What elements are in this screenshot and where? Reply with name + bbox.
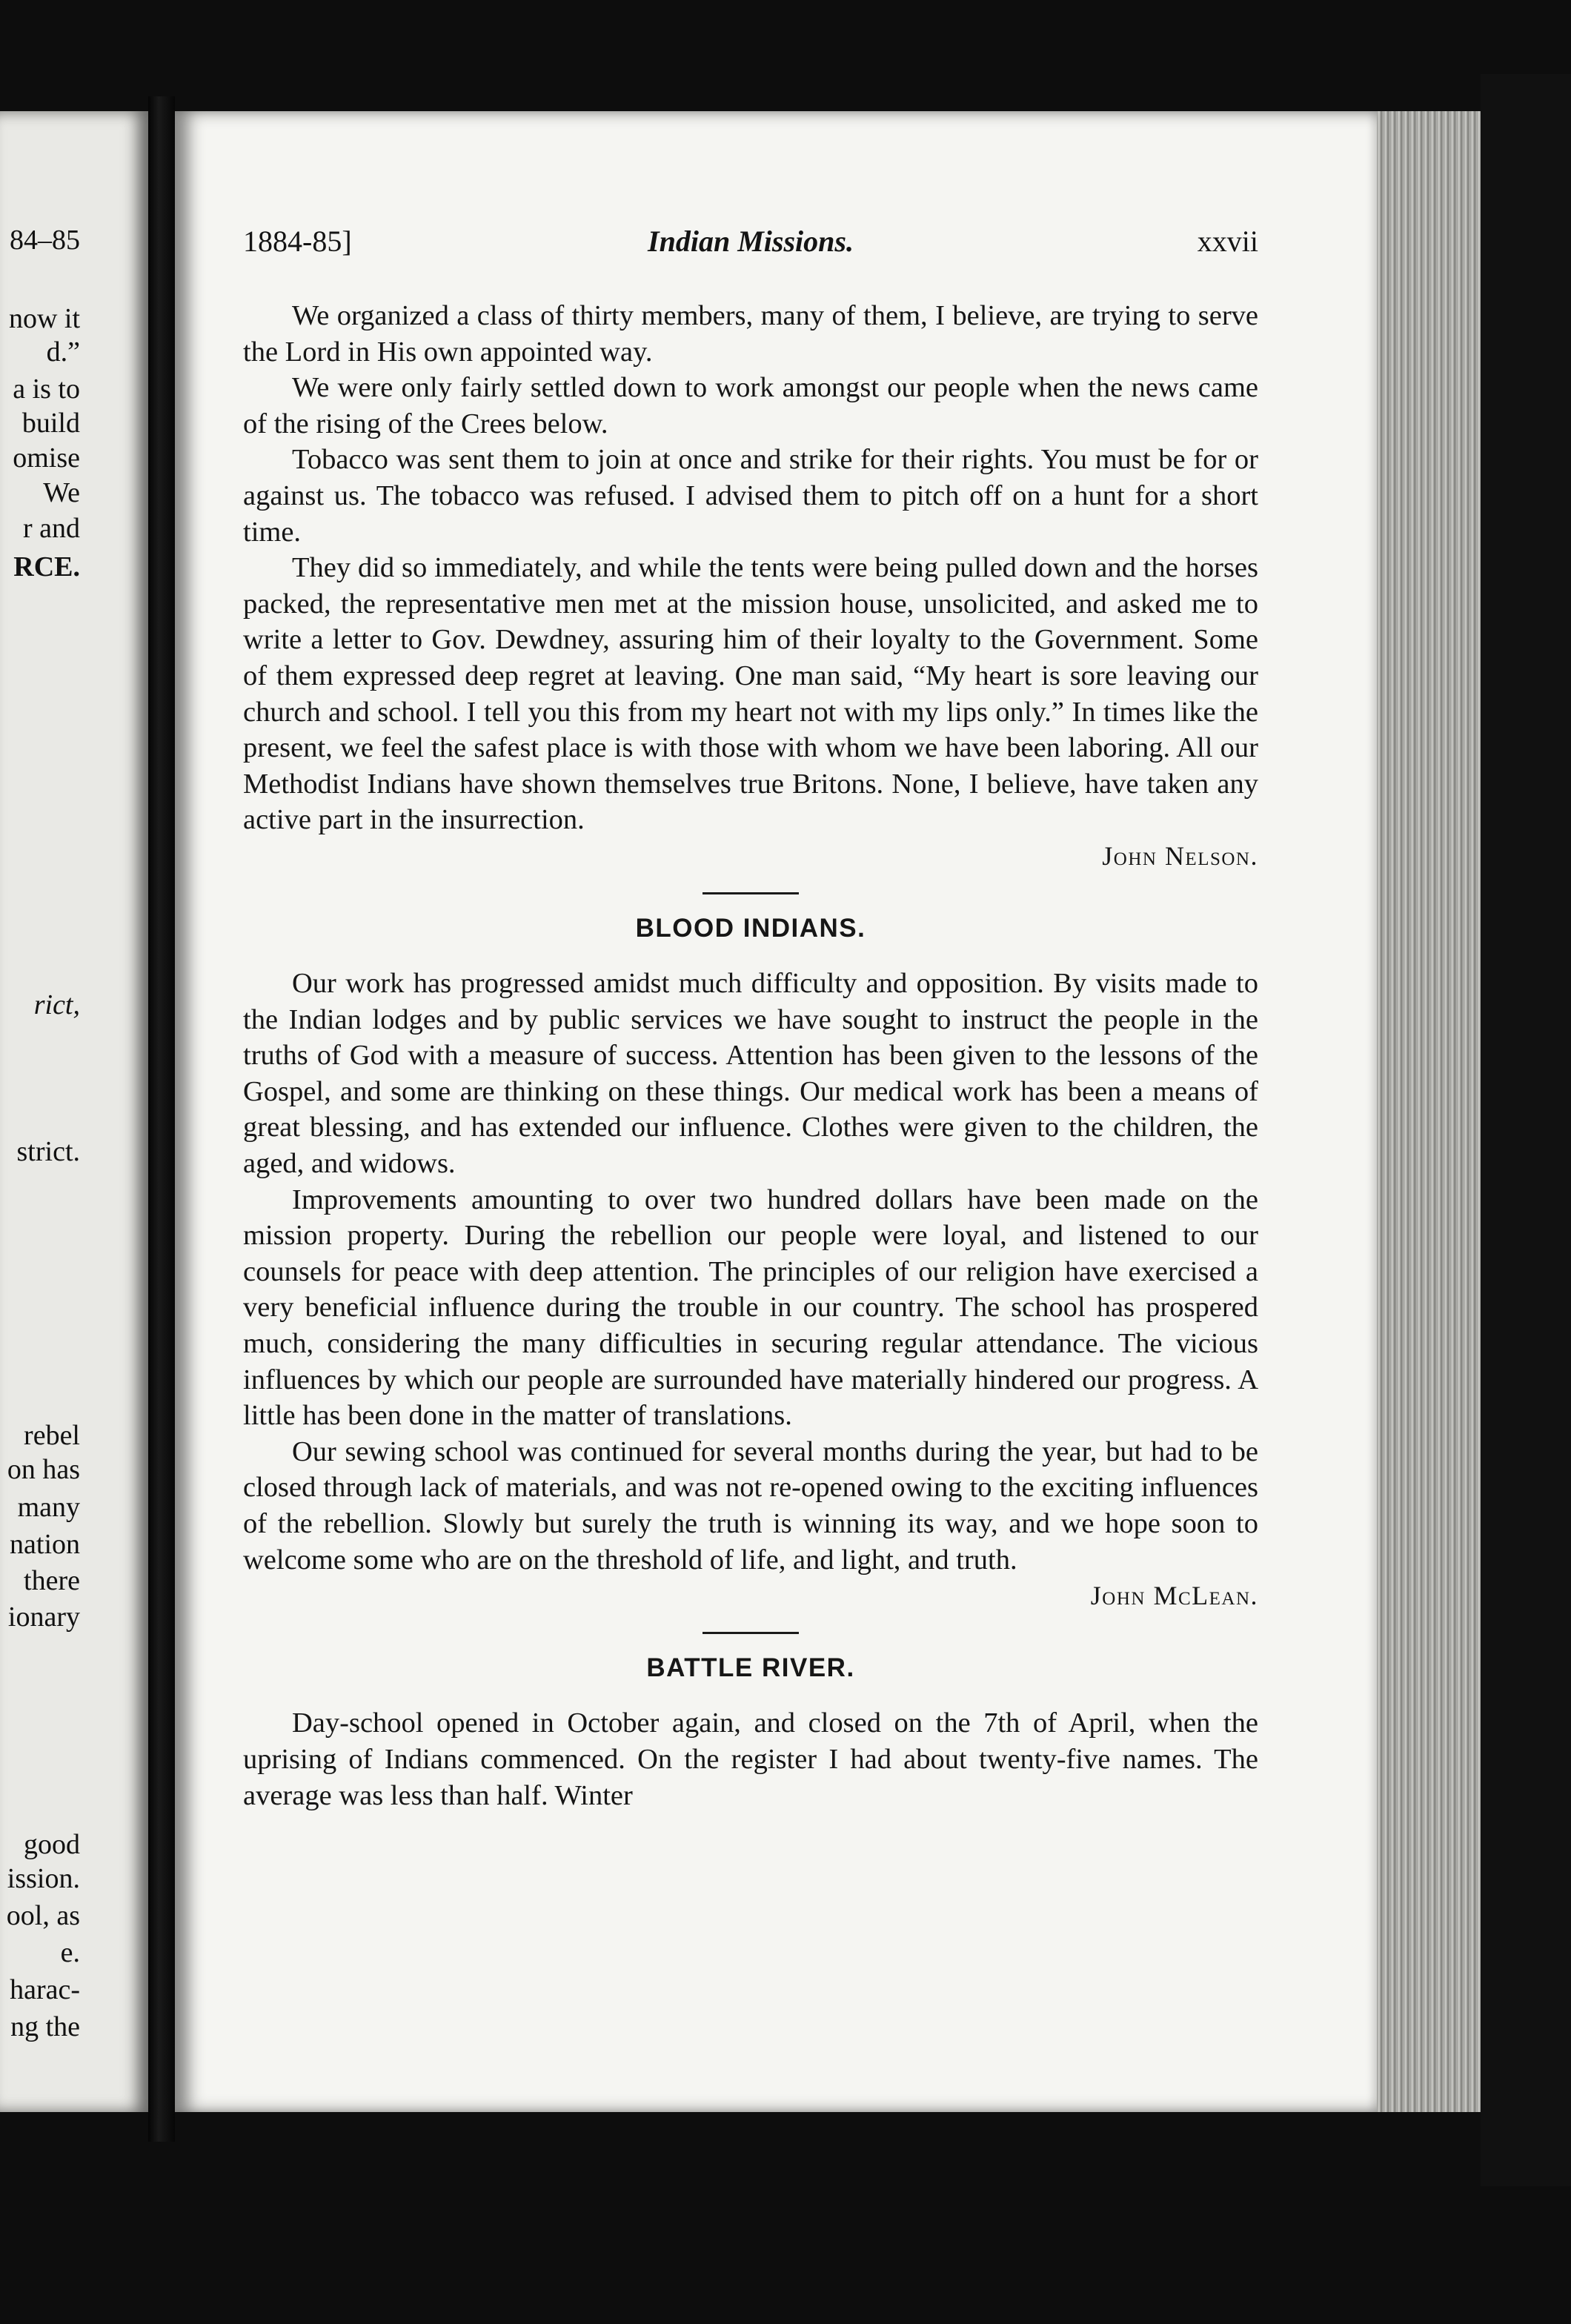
left-page-fragment: rict,	[33, 989, 80, 1020]
left-page-fragment: there	[24, 1565, 80, 1596]
page-body	[243, 298, 1258, 1813]
left-page-fragment: d.”	[46, 336, 80, 368]
book-gutter	[148, 96, 175, 2142]
book-page	[175, 111, 1377, 2112]
left-page-fragment: build	[21, 408, 80, 439]
left-page-fragment: good	[24, 1829, 80, 1860]
left-page-fragment: e.	[60, 1937, 80, 1968]
section-divider	[703, 1632, 799, 1634]
page-number: xxvii	[1197, 225, 1258, 258]
page-edges	[1377, 111, 1481, 2112]
left-page-fragment: We	[43, 477, 80, 508]
blood-indians-report	[243, 966, 1258, 1578]
paragraph: Day-school opened in October again, and closed on the 7th of April, when the uprising of Indians commenced. On the register I had about twenty-five names. The average was less than half. Winter	[243, 1707, 1258, 1811]
running-head-title: Indian Missions.	[648, 225, 854, 258]
left-page-fragment: many	[17, 1492, 80, 1523]
left-page-fragment: ission.	[7, 1863, 80, 1894]
running-head-year: 1884-85]	[243, 225, 352, 258]
left-page-fragment: ng the	[10, 2011, 80, 2042]
signature-john-nelson: John Nelson.	[1102, 840, 1258, 871]
left-page-fragment: strict.	[16, 1136, 80, 1167]
left-page-fragment: now it	[8, 303, 80, 334]
book-binding	[1481, 74, 1571, 2186]
paragraph: Our sewing school was continued for several months during the year, but had to be closed through lack of materials, and was not re-opened owing to the exciting influences of the rebellion. Slowly but surely the truth is winning its way, and we hope soon to welcome some who are on the threshold of life, and light, and truth.	[243, 1435, 1258, 1576]
left-page-fragment: ionary	[7, 1601, 80, 1633]
left-page-fragment: RCE.	[13, 551, 80, 582]
left-page-fragment: nation	[10, 1529, 80, 1560]
heading-battle-river: BATTLE RIVER.	[646, 1653, 855, 1682]
left-page-fragment: r and	[22, 513, 80, 544]
battle-river-report	[243, 1705, 1258, 1813]
paragraph: Our work has progressed amidst much difficulty and opposition. By visits made to the Indian lodges and by public services we have sought to instruct the people in the truths of God with a measure of success. Attention has been given to the lessons of the Gospel, and some are thinking on these things. Our medical work has been a means of great blessing, and has extended our influence. Clothes were given to the children, the aged, and widows.	[243, 968, 1258, 1180]
nelson-report	[243, 298, 1258, 838]
left-page-text-fragments	[0, 111, 148, 2112]
heading-blood-indians: BLOOD INDIANS.	[635, 913, 866, 943]
paragraph: They did so immediately, and while the tents were being pulled down and the horses packed, the representative men met at the mission house, unsolicited, and asked me to write a letter to Gov. Dewdney, assuring him of their loyalty to the Government. Some of them expressed deep regret at leaving. One man said, “My heart is sore leaving our church and school. I tell you this from my heart not with my lips only.” In times like the present, we feel the safest place is with those with whom we have been laboring. All our Methodist Indians have shown themselves true Britons. None, I believe, have taken any active part in the insurrection.	[243, 552, 1258, 836]
left-page-fragment: 84–85	[10, 225, 80, 256]
paragraph: We were only fairly settled down to work amongst our people when the news came of the rising of the Crees below.	[243, 372, 1258, 439]
signature-john-mclean: John McLean.	[1090, 1581, 1258, 1611]
paragraph: Tobacco was sent them to join at once and strike for their rights. You must be for or against us. The tobacco was refused. I advised them to pitch off on a hunt for a short time.	[243, 444, 1258, 548]
paragraph: We organized a class of thirty members, many of them, I believe, are trying to serve the Lord in His own appointed way.	[243, 300, 1258, 368]
left-facing-page	[0, 111, 148, 2112]
left-page-fragment: on has	[7, 1454, 80, 1485]
paragraph: Improvements amounting to over two hundred dollars have been made on the mission property. During the rebellion our people were loyal, and listened to our counsels for peace with deep attention. The principles of our religion have exercised a very beneficial influence during the trouble in our country. The school has prospered much, considering the many difficulties in securing regular attendance. The vicious influences by which our people are surrounded have materially hindered our progress. A little has been done in the matter of translations.	[243, 1183, 1258, 1432]
left-page-fragment: harac-	[10, 1974, 80, 2005]
left-page-fragment: a is to	[13, 374, 80, 405]
left-page-fragment: ool, as	[6, 1900, 80, 1931]
left-page-fragment: rebel	[24, 1420, 80, 1451]
left-page-fragment: omise	[13, 442, 80, 474]
section-divider	[703, 892, 799, 894]
running-head	[243, 224, 1258, 261]
